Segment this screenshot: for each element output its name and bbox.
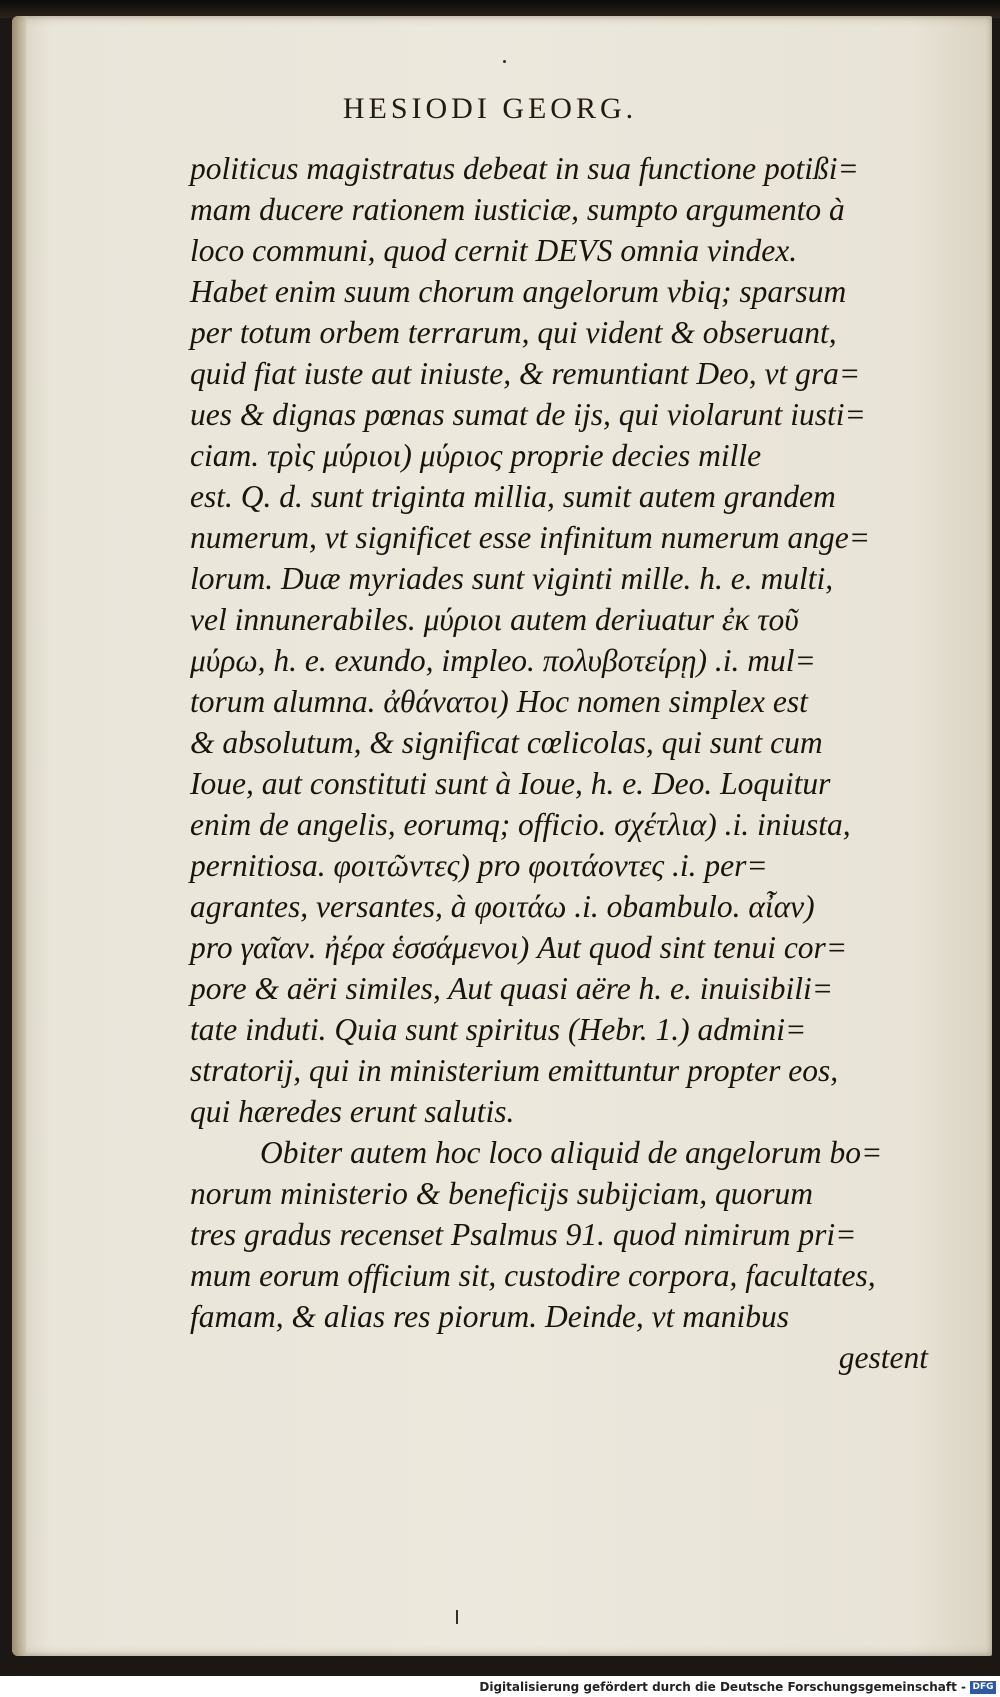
text-line: famam, & alias res piorum. Deinde, vt manibus bbox=[190, 1299, 790, 1334]
text-line: agrantes, versantes, à φοιτάω .i. obambulo. αἶαν) bbox=[190, 889, 815, 924]
text-line: est. Q. d. sunt triginta millia, sumit autem grandem bbox=[190, 479, 836, 514]
dfg-logo-icon: DFG bbox=[970, 1681, 996, 1694]
text-line: qui hæredes erunt salutis. bbox=[190, 1094, 515, 1129]
text-line: pernitiosa. φοιτῶντες) pro φοιτάοντες .i. per= bbox=[190, 848, 768, 883]
text-line: mum eorum officium sit, custodire corpora, facultates, bbox=[190, 1258, 876, 1293]
text-line: lorum. Duæ myriades sunt viginti mille. h. e. multi, bbox=[190, 561, 834, 596]
scan-bottom-border bbox=[0, 1656, 1000, 1676]
text-line: torum alumna. ἀθάνατοι) Hoc nomen simplex est bbox=[190, 684, 808, 719]
text-line: mam ducere rationem iusticiæ, sumpto argumento à bbox=[190, 192, 845, 227]
paragraph-start-line: Obiter autem hoc loco aliquid de angelorum bo= bbox=[260, 1135, 883, 1170]
body-text bbox=[190, 148, 950, 1378]
text-line: ues & dignas pœnas sumat de ijs, qui violarunt iusti= bbox=[190, 397, 866, 432]
text-line: pro γαῖαν. ἠέρα ἑσσάμενοι) Aut quod sint tenui cor= bbox=[190, 930, 848, 965]
text-line: pore & aëri similes, Aut quasi aëre h. e. inuisibili= bbox=[190, 971, 834, 1006]
text-line: per totum orbem terrarum, qui vident & obseruant, bbox=[190, 315, 837, 350]
text-line: loco communi, quod cernit DEVS omnia vindex. bbox=[190, 233, 798, 268]
text-line: vel innunerabiles. μύριοι autem deriuatur ἐκ τοῦ bbox=[190, 602, 799, 637]
text-line: Ioue, aut constituti sunt à Ioue, h. e. Deo. Loquitur bbox=[190, 766, 831, 801]
page-speck bbox=[503, 60, 506, 63]
page-speck bbox=[456, 1610, 458, 1624]
digitization-credit: Digitalisierung gefördert durch die Deutsche Forschungsgemeinschaft - bbox=[479, 1680, 966, 1694]
text-line: Habet enim suum chorum angelorum vbiq; sparsum bbox=[190, 274, 847, 309]
text-line: & absolutum, & significat cœlicolas, qui sunt cum bbox=[190, 725, 823, 760]
page-gutter-shadow bbox=[12, 16, 26, 1656]
text-line: politicus magistratus debeat in sua functione potißi= bbox=[190, 151, 859, 186]
running-head: HESIODI GEORG. bbox=[342, 92, 638, 125]
catchword: gestent bbox=[838, 1340, 928, 1375]
text-line: tres gradus recenset Psalmus 91. quod nimirum pri= bbox=[190, 1217, 857, 1252]
text-line: numerum, vt significet esse infinitum numerum ange= bbox=[190, 520, 871, 555]
text-line: norum ministerio & beneficijs subijciam, quorum bbox=[190, 1176, 813, 1211]
text-line: enim de angelis, eorumq; officio. σχέτλια) .i. iniusta, bbox=[190, 807, 851, 842]
text-line: quid fiat iuste aut iniuste, & remuntiant Deo, vt gra= bbox=[190, 356, 861, 391]
text-line: ciam. τρὶς μύριοι) μύριος proprie decies mille bbox=[190, 438, 762, 473]
text-line: μύρω, h. e. exundo, impleo. πολυβοτείρῃ) .i. mul= bbox=[190, 643, 816, 678]
scan-footer bbox=[0, 1656, 1000, 1697]
text-line: tate induti. Quia sunt spiritus (Hebr. 1.) admini= bbox=[190, 1012, 807, 1047]
text-line: stratorij, qui in ministerium emittuntur propter eos, bbox=[190, 1053, 839, 1088]
